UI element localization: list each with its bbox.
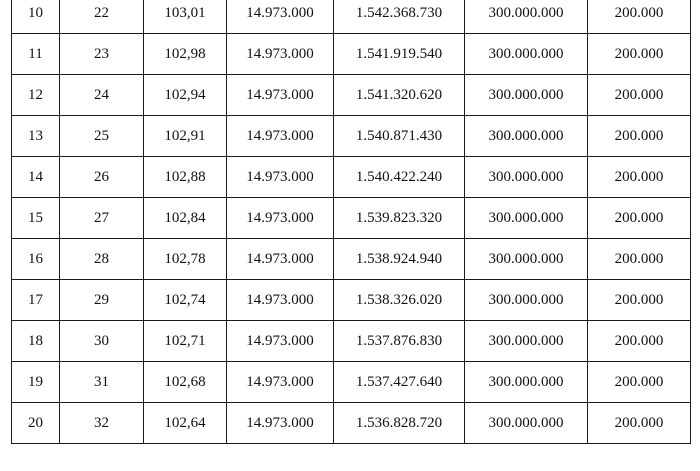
row-index-cell: 15 bbox=[12, 198, 60, 239]
quantity-cell: 14.973.000 bbox=[227, 116, 334, 157]
quantity-cell: 14.973.000 bbox=[227, 157, 334, 198]
row-index-cell: 11 bbox=[12, 34, 60, 75]
price-cell: 102,91 bbox=[144, 116, 227, 157]
fee-cell: 200.000 bbox=[588, 157, 691, 198]
principal-cell: 300.000.000 bbox=[465, 403, 588, 444]
quantity-cell: 14.973.000 bbox=[227, 321, 334, 362]
data-table bbox=[11, 0, 691, 444]
principal-cell: 300.000.000 bbox=[465, 75, 588, 116]
table-row bbox=[12, 75, 691, 116]
period-cell: 23 bbox=[60, 34, 144, 75]
fee-cell: 200.000 bbox=[588, 116, 691, 157]
price-cell: 102,68 bbox=[144, 362, 227, 403]
price-cell: 102,74 bbox=[144, 280, 227, 321]
amount-cell: 1.541.320.620 bbox=[334, 75, 465, 116]
row-index-cell: 20 bbox=[12, 403, 60, 444]
period-cell: 32 bbox=[60, 403, 144, 444]
fee-cell: 200.000 bbox=[588, 34, 691, 75]
table-body bbox=[12, 0, 691, 444]
period-cell: 22 bbox=[60, 0, 144, 34]
amount-cell: 1.537.427.640 bbox=[334, 362, 465, 403]
price-cell: 103,01 bbox=[144, 0, 227, 34]
quantity-cell: 14.973.000 bbox=[227, 0, 334, 34]
amount-cell: 1.537.876.830 bbox=[334, 321, 465, 362]
table-row bbox=[12, 116, 691, 157]
amount-cell: 1.540.422.240 bbox=[334, 157, 465, 198]
row-index-cell: 18 bbox=[12, 321, 60, 362]
price-cell: 102,94 bbox=[144, 75, 227, 116]
period-cell: 27 bbox=[60, 198, 144, 239]
fee-cell: 200.000 bbox=[588, 362, 691, 403]
table-row bbox=[12, 362, 691, 403]
table-row bbox=[12, 403, 691, 444]
row-index-cell: 14 bbox=[12, 157, 60, 198]
table-row bbox=[12, 239, 691, 280]
row-index-cell: 12 bbox=[12, 75, 60, 116]
amount-cell: 1.536.828.720 bbox=[334, 403, 465, 444]
fee-cell: 200.000 bbox=[588, 0, 691, 34]
table-row bbox=[12, 280, 691, 321]
principal-cell: 300.000.000 bbox=[465, 198, 588, 239]
quantity-cell: 14.973.000 bbox=[227, 198, 334, 239]
amount-cell: 1.539.823.320 bbox=[334, 198, 465, 239]
quantity-cell: 14.973.000 bbox=[227, 34, 334, 75]
amount-cell: 1.541.919.540 bbox=[334, 34, 465, 75]
row-index-cell: 19 bbox=[12, 362, 60, 403]
principal-cell: 300.000.000 bbox=[465, 280, 588, 321]
principal-cell: 300.000.000 bbox=[465, 34, 588, 75]
period-cell: 26 bbox=[60, 157, 144, 198]
period-cell: 31 bbox=[60, 362, 144, 403]
principal-cell: 300.000.000 bbox=[465, 239, 588, 280]
period-cell: 30 bbox=[60, 321, 144, 362]
fee-cell: 200.000 bbox=[588, 280, 691, 321]
quantity-cell: 14.973.000 bbox=[227, 403, 334, 444]
amount-cell: 1.538.924.940 bbox=[334, 239, 465, 280]
table-row bbox=[12, 34, 691, 75]
fee-cell: 200.000 bbox=[588, 403, 691, 444]
price-cell: 102,64 bbox=[144, 403, 227, 444]
amount-cell: 1.542.368.730 bbox=[334, 0, 465, 34]
table-row bbox=[12, 198, 691, 239]
fee-cell: 200.000 bbox=[588, 321, 691, 362]
amount-cell: 1.540.871.430 bbox=[334, 116, 465, 157]
principal-cell: 300.000.000 bbox=[465, 157, 588, 198]
period-cell: 24 bbox=[60, 75, 144, 116]
amount-cell: 1.538.326.020 bbox=[334, 280, 465, 321]
period-cell: 25 bbox=[60, 116, 144, 157]
row-index-cell: 10 bbox=[12, 0, 60, 34]
row-index-cell: 17 bbox=[12, 280, 60, 321]
period-cell: 28 bbox=[60, 239, 144, 280]
row-index-cell: 13 bbox=[12, 116, 60, 157]
price-cell: 102,98 bbox=[144, 34, 227, 75]
table-row bbox=[12, 157, 691, 198]
quantity-cell: 14.973.000 bbox=[227, 280, 334, 321]
principal-cell: 300.000.000 bbox=[465, 116, 588, 157]
principal-cell: 300.000.000 bbox=[465, 0, 588, 34]
quantity-cell: 14.973.000 bbox=[227, 75, 334, 116]
period-cell: 29 bbox=[60, 280, 144, 321]
table-row bbox=[12, 0, 691, 34]
principal-cell: 300.000.000 bbox=[465, 362, 588, 403]
fee-cell: 200.000 bbox=[588, 75, 691, 116]
price-cell: 102,78 bbox=[144, 239, 227, 280]
principal-cell: 300.000.000 bbox=[465, 321, 588, 362]
table-row bbox=[12, 321, 691, 362]
price-cell: 102,88 bbox=[144, 157, 227, 198]
price-cell: 102,71 bbox=[144, 321, 227, 362]
row-index-cell: 16 bbox=[12, 239, 60, 280]
fee-cell: 200.000 bbox=[588, 198, 691, 239]
price-cell: 102,84 bbox=[144, 198, 227, 239]
quantity-cell: 14.973.000 bbox=[227, 362, 334, 403]
fee-cell: 200.000 bbox=[588, 239, 691, 280]
quantity-cell: 14.973.000 bbox=[227, 239, 334, 280]
